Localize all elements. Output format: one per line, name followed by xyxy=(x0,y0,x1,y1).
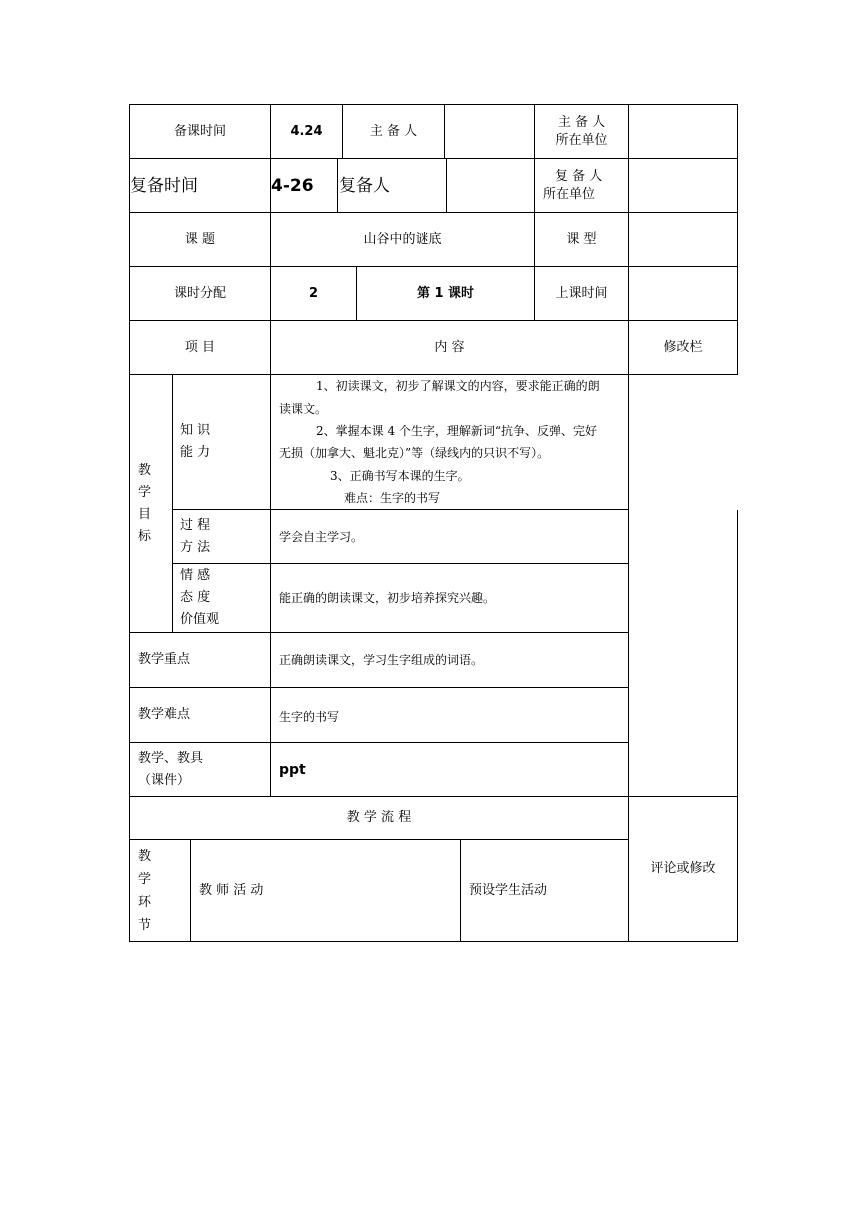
lead-unit-label-line1: 主 备 人 xyxy=(557,114,606,130)
tools-label xyxy=(138,743,270,796)
rule xyxy=(460,839,461,942)
key-point-label: 教学重点 xyxy=(138,652,191,667)
flow-title: 教 学 流 程 xyxy=(346,810,412,825)
emotion-label-line1: 情 感 xyxy=(180,568,211,583)
class-time-value xyxy=(629,267,737,320)
rule xyxy=(337,158,338,212)
objectives-label-char: 学 xyxy=(138,484,152,500)
knowledge-line-5: 3、正确书写本课的生字。 xyxy=(330,469,470,483)
review-time-value: 4-26 xyxy=(271,175,314,196)
rule xyxy=(737,104,738,374)
lead-unit-label xyxy=(535,105,628,158)
emotion-label-line3: 价值观 xyxy=(180,612,220,627)
revise-column-header: 修改栏 xyxy=(663,339,703,355)
student-activity-label: 预设学生活动 xyxy=(469,882,548,898)
topic-value: 山谷中的谜底 xyxy=(363,231,442,247)
review-unit-label xyxy=(535,159,628,212)
knowledge-line-2: 读课文。 xyxy=(279,402,328,416)
emotion-attitude-label xyxy=(173,564,270,632)
item-column-header: 项 目 xyxy=(184,339,216,355)
topic-label: 课 题 xyxy=(184,231,216,247)
difficulty-label: 教学难点 xyxy=(138,707,191,722)
lead-preparer-label: 主 备 人 xyxy=(369,123,418,139)
rule xyxy=(737,510,738,797)
comment-column-label: 评论或修改 xyxy=(650,861,716,876)
reviewer-label: 复备人 xyxy=(339,175,390,196)
key-point-text: 正确朗读课文，学习生字组成的词语。 xyxy=(279,653,484,667)
period-value: 2 xyxy=(308,285,319,301)
prep-time-label: 备课时间 xyxy=(173,123,226,139)
reviewer-value xyxy=(447,159,534,212)
knowledge-line-1: 1、初读课文，初步了解课文的内容，要求能正确的朗 xyxy=(316,379,600,393)
knowledge-label-line1: 知 识 xyxy=(180,423,211,438)
knowledge-ability-label xyxy=(173,375,270,509)
knowledge-line-4: 无损（加拿大、魁北克）”等（绿线内的只识不写）。 xyxy=(279,446,550,460)
knowledge-label-line2: 能 力 xyxy=(180,445,211,460)
lead-preparer-value xyxy=(445,105,534,158)
review-unit-value xyxy=(629,159,737,212)
objectives-label-char: 标 xyxy=(138,528,152,544)
period-label: 课时分配 xyxy=(173,285,226,301)
content-column-header: 内 容 xyxy=(434,339,465,355)
process-text: 学会自主学习。 xyxy=(279,529,364,544)
tools-label-line1: 教学、教具 xyxy=(138,750,204,766)
stage-label-char: 环 xyxy=(138,894,152,910)
review-unit-label-line2: 所在单位 xyxy=(543,186,596,202)
lesson-type-value xyxy=(629,213,737,266)
knowledge-line-3: 2、掌握本课 4 个生字，理解新词“抗争、反弹、完好 xyxy=(316,424,598,438)
rule xyxy=(129,941,738,942)
period-which: 第 1 课时 xyxy=(416,285,475,301)
rule xyxy=(190,839,191,942)
lesson-type-label: 课 型 xyxy=(566,231,597,247)
objectives-label-char: 教 xyxy=(138,462,152,478)
stage-label-char: 教 xyxy=(138,848,152,864)
prep-time-value: 4.24 xyxy=(290,123,323,139)
review-unit-label-line1: 复 备 人 xyxy=(555,168,603,184)
emotion-label-line2: 态 度 xyxy=(180,590,211,605)
objectives-label-char: 目 xyxy=(138,506,152,522)
emotion-text: 能正确的朗读课文，初步培养探究兴趣。 xyxy=(279,591,496,605)
tools-text: ppt xyxy=(279,761,306,778)
knowledge-line-6: 难点：生字的书写 xyxy=(344,491,441,505)
stage-label-char: 节 xyxy=(138,917,152,933)
review-time-label: 复备时间 xyxy=(130,175,198,196)
lead-unit-label-line2: 所在单位 xyxy=(555,132,608,148)
stage-label-char: 学 xyxy=(138,871,152,887)
tools-label-line2: （课件） xyxy=(138,772,191,788)
lead-unit-value xyxy=(629,105,737,158)
difficulty-text: 生字的书写 xyxy=(279,710,340,724)
objectives-label xyxy=(130,375,172,632)
process-label-line1: 过 程 xyxy=(180,517,211,533)
rule xyxy=(737,796,738,942)
teacher-activity-label: 教 师 活 动 xyxy=(199,882,264,898)
process-method-label xyxy=(173,510,270,563)
process-label-line2: 方 法 xyxy=(180,539,211,555)
stage-label xyxy=(130,840,190,941)
class-time-label: 上课时间 xyxy=(555,285,608,301)
